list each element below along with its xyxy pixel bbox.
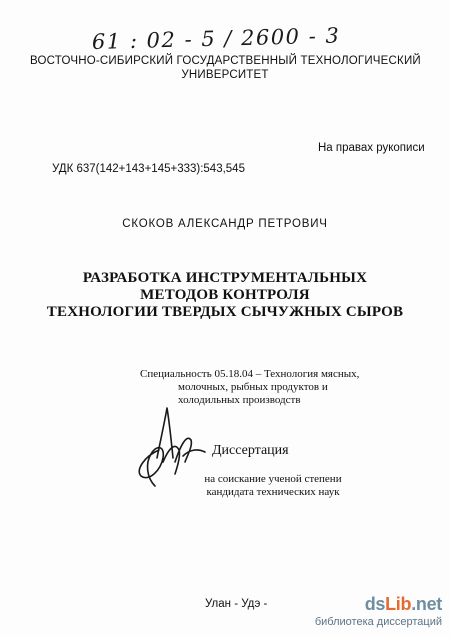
university-name-line: ВОСТОЧНО-СИБИРСКИЙ ГОСУДАРСТВЕННЫЙ ТЕХНОЛОГИЧЕСКИЙ — [30, 55, 421, 67]
logo-lib: Lib — [385, 594, 412, 614]
dissertation-title — [40, 270, 410, 321]
university-name-line: УНИВЕРСИТЕТ — [181, 69, 269, 81]
author-name: СКОКОВ АЛЕКСАНДР ПЕТРОВИЧ — [122, 218, 328, 230]
document-type: Диссертация — [212, 443, 289, 458]
title-line: МЕТОДОВ КОНТРОЛЯ — [140, 287, 310, 303]
title-line: ТЕХНОЛОГИИ ТВЕРДЫХ СЫЧУЖНЫХ СЫРОВ — [46, 304, 404, 320]
degree-line: на соискание ученой степени — [204, 473, 342, 485]
title-line: РАЗРАБОТКА ИНСТРУМЕНТАЛЬНЫХ — [82, 270, 368, 286]
degree-line: кандидата технических наук — [206, 486, 340, 498]
watermark-caption: библиотека диссертаций — [314, 616, 442, 628]
manuscript-rights-note: На правах рукописи — [318, 142, 425, 154]
udk-code: УДК 637(142+143+145+333):543,545 — [52, 163, 245, 175]
degree-block — [183, 473, 363, 499]
specialty-line: Специальность 05.18.04 – Технология мясных, — [140, 368, 360, 380]
dslib-logo — [365, 594, 442, 615]
handwritten-catalog-code: 61 : 02 - 5 / 2600 - 3 — [91, 23, 341, 54]
logo-ds: ds — [364, 594, 386, 614]
specialty-line: молочных, рыбных продуктов и — [178, 381, 328, 393]
city-year: Улан - Удэ - — [205, 598, 268, 610]
logo-net: .net — [411, 594, 442, 614]
specialty-line: холодильных производств — [178, 394, 301, 406]
dslib-watermark[interactable] — [314, 594, 446, 632]
university-name — [30, 54, 420, 82]
